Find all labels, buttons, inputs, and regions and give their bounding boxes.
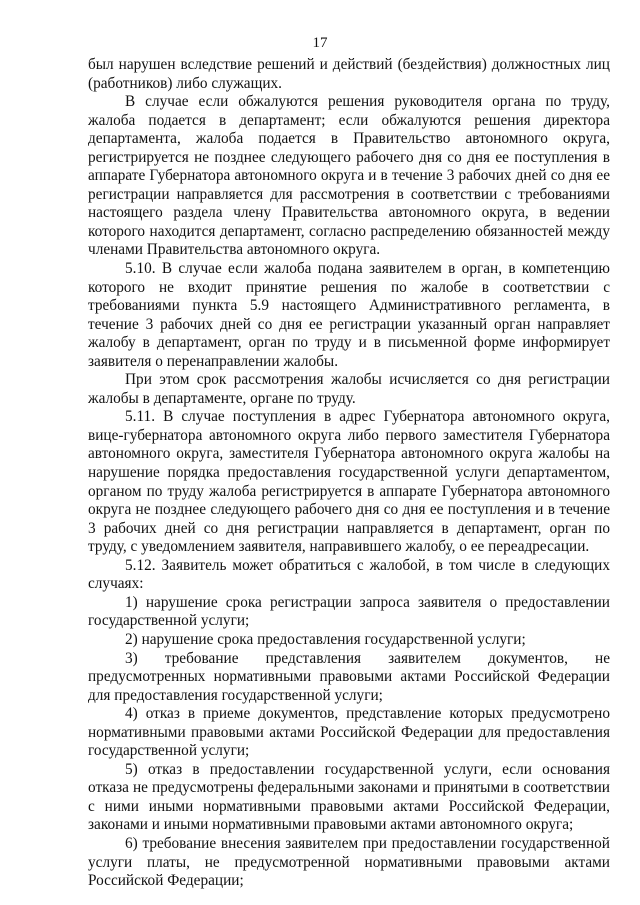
list-item-3-word: 3) требование — [125, 649, 239, 667]
list-item-3-first-line — [88, 650, 610, 669]
page-number: 17 — [312, 35, 328, 51]
paragraph-review-term: При этом срок рассмотрения жалобы исчисляется со дня регистрации жалобы в департаменте, органе по труду. — [88, 371, 610, 407]
paragraph-5-12: 5.12. Заявитель может обратиться с жалобой, в том числе в следующих случаях: — [88, 556, 610, 593]
list-item-5: 5) отказ в предоставлении государственной услуги, если основания отказа не предусмотрены федеральными законами и принятыми в соответствии с ними иными нормативными правовыми актами Российской Федерации, законами и иными нормативными правовыми актами автономного округа; — [88, 760, 610, 834]
list-item-4: 4) отказ в приеме документов, представление которых предусмотрено нормативными правовыми актами Российской Федерации для предоставления государственной услуги; — [88, 705, 610, 760]
list-item-3-word: не — [595, 649, 610, 667]
list-item-3-rest: предусмотренных нормативными правовыми актами Российской Федерации для предоставления государственной услуги; — [88, 668, 610, 704]
paragraph-appeal-procedure: В случае если обжалуются решения руководителя органа по труду, жалоба подается в департамент; если обжалуются решения директора департамента, жалоба подается в Правительство автономного округа, регистрируется не позднее следующего рабочего дня со дня ее поступления в аппарате Губернатора автономного округа и в течение 3 рабочих дней со дня ее регистрации направляется для рассмотрения в соответствии с требованиями настоящего раздела члену Правительства автономного округа, в ведении которого находится департамент, согласно распределению обязанностей между членами Правительства автономного округа. — [88, 93, 610, 259]
paragraph-5-10: 5.10. В случае если жалоба подана заявителем в орган, в компетенцию которого не входит принятие решения по жалобе в соответствии с требованиями пункта 5.9 настоящего Административного регламента, в течение 3 рабочих дней со дня ее регистрации указанный орган направляет жалобу в департамент, орган по труду и в письменной форме информирует заявителя о перенаправлении жалобы. — [88, 260, 610, 370]
list-item-1: 1) нарушение срока регистрации запроса заявителя о предоставлении государственной услуги; — [88, 593, 610, 630]
list-item-3-word: заявителем — [388, 649, 461, 667]
list-item-2: 2) нарушение срока предоставления государственной услуги; — [125, 630, 526, 648]
list-item-3-word: представления — [265, 649, 362, 667]
list-item-6: 6) требование внесения заявителем при предоставлении государственной услуги платы, не предусмотренной нормативными правовыми актами Российской Федерации; — [88, 834, 610, 890]
list-item-3-word: документов, — [488, 649, 568, 667]
paragraph-continuation: был нарушен вследствие решений и действий (бездействия) должностных лиц (работников) либо служащих. — [88, 56, 610, 92]
document-body — [88, 56, 610, 891]
paragraph-5-11: 5.11. В случае поступления в адрес Губернатора автономного округа, вице-губернатора автономного округа либо первого заместителя Губернатора автономного округа, заместителя Губернатора автономного округа жалобы на нарушение порядка предоставления государственной услуги департаментом, органом по труду жалоба регистрируется в аппарате Губернатора автономного округа не позднее следующего рабочего дня со дня ее поступления и в течение 3 рабочих дней со дня регистрации направляется в департамент, орган по труду, с уведомлением заявителя, направившего жалобу, о ее переадресации. — [88, 408, 610, 556]
